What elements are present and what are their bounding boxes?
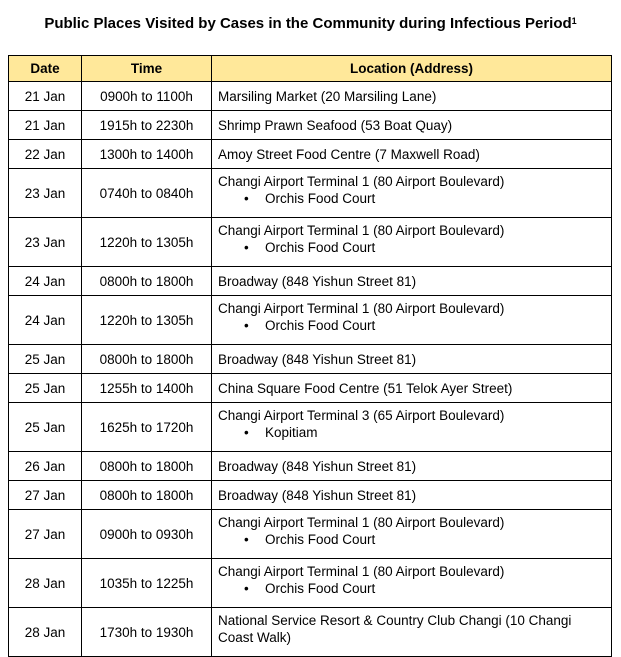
title-text: Public Places Visited by Cases in the Community during Infectious Period: [44, 15, 572, 32]
cell-date: 25 Jan: [9, 403, 82, 452]
page-title: [0, 14, 621, 34]
header-date: Date: [9, 56, 82, 82]
location-address: Changi Airport Terminal 1 (80 Airport Boulevard): [218, 515, 505, 530]
location-address: National Service Resort & Country Club Changi (10 Changi Coast Walk): [218, 613, 572, 645]
cell-time: 0800h to 1800h: [82, 481, 212, 510]
cell-time: 0740h to 0840h: [82, 169, 212, 218]
cell-time: 1300h to 1400h: [82, 140, 212, 169]
cell-location: [212, 608, 612, 657]
location-address: Changi Airport Terminal 1 (80 Airport Boulevard): [218, 174, 505, 189]
location-address: Changi Airport Terminal 1 (80 Airport Boulevard): [218, 301, 505, 316]
cell-location: [212, 140, 612, 169]
cell-time: 1730h to 1930h: [82, 608, 212, 657]
table-row: [9, 559, 612, 608]
cell-location: [212, 481, 612, 510]
table-row: [9, 403, 612, 452]
cell-location: [212, 267, 612, 296]
cell-date: 25 Jan: [9, 345, 82, 374]
places-table: [8, 55, 612, 657]
cell-location: [212, 559, 612, 608]
cell-date: 22 Jan: [9, 140, 82, 169]
location-address: Shrimp Prawn Seafood (53 Boat Quay): [218, 117, 453, 133]
cell-date: 21 Jan: [9, 111, 82, 140]
cell-date: 27 Jan: [9, 510, 82, 559]
location-address: Marsiling Market (20 Marsiling Lane): [218, 88, 437, 104]
location-address: China Square Food Centre (51 Telok Ayer Street): [218, 380, 513, 396]
bullet-icon: •: [244, 240, 249, 255]
cell-time: 1035h to 1225h: [82, 559, 212, 608]
location-address: Broadway (848 Yishun Street 81): [218, 487, 417, 503]
cell-date: 25 Jan: [9, 374, 82, 403]
table-row: [9, 452, 612, 481]
cell-time: 1220h to 1305h: [82, 296, 212, 345]
cell-time: 0800h to 1800h: [82, 452, 212, 481]
cell-date: 23 Jan: [9, 218, 82, 267]
sub-item-label: Kopitiam: [265, 425, 318, 440]
bullet-icon: •: [244, 581, 249, 596]
location-sub-item: [218, 317, 607, 334]
table-row: [9, 608, 612, 657]
table-row: [9, 82, 612, 111]
cell-location: [212, 111, 612, 140]
location-sub-item: [218, 531, 607, 548]
cell-date: 24 Jan: [9, 267, 82, 296]
table-row: [9, 169, 612, 218]
bullet-icon: •: [244, 425, 249, 440]
cell-date: 23 Jan: [9, 169, 82, 218]
cell-date: 24 Jan: [9, 296, 82, 345]
sub-item-label: Orchis Food Court: [265, 532, 376, 547]
title-footnote-marker: 1: [571, 16, 577, 26]
table-body: [9, 82, 612, 657]
table-row: [9, 345, 612, 374]
location-address: Changi Airport Terminal 3 (65 Airport Boulevard): [218, 408, 505, 423]
cell-date: 26 Jan: [9, 452, 82, 481]
cell-time: 1255h to 1400h: [82, 374, 212, 403]
location-address: Amoy Street Food Centre (7 Maxwell Road): [218, 146, 480, 162]
cell-location: [212, 403, 612, 452]
cell-time: 1915h to 2230h: [82, 111, 212, 140]
location-address: Broadway (848 Yishun Street 81): [218, 458, 417, 474]
cell-location: [212, 82, 612, 111]
table-row: [9, 267, 612, 296]
cell-location: [212, 169, 612, 218]
cell-time: 0900h to 1100h: [82, 82, 212, 111]
table-row: [9, 140, 612, 169]
sub-item-label: Orchis Food Court: [265, 318, 376, 333]
cell-time: 0800h to 1800h: [82, 267, 212, 296]
sub-item-label: Orchis Food Court: [265, 581, 376, 596]
bullet-icon: •: [244, 191, 249, 206]
table-row: [9, 481, 612, 510]
bullet-icon: •: [244, 318, 249, 333]
cell-location: [212, 510, 612, 559]
header-location: Location (Address): [212, 56, 612, 82]
cell-date: 27 Jan: [9, 481, 82, 510]
table-row: [9, 218, 612, 267]
cell-location: [212, 218, 612, 267]
bullet-icon: •: [244, 532, 249, 547]
cell-date: 28 Jan: [9, 559, 82, 608]
cell-location: [212, 345, 612, 374]
sub-item-label: Orchis Food Court: [265, 191, 376, 206]
cell-location: [212, 452, 612, 481]
sub-item-label: Orchis Food Court: [265, 240, 376, 255]
table-header-row: [9, 56, 612, 82]
cell-location: [212, 296, 612, 345]
table-row: [9, 510, 612, 559]
cell-date: 28 Jan: [9, 608, 82, 657]
table-row: [9, 296, 612, 345]
cell-time: 1220h to 1305h: [82, 218, 212, 267]
cell-date: 21 Jan: [9, 82, 82, 111]
location-sub-item: [218, 580, 607, 597]
header-time: Time: [82, 56, 212, 82]
location-sub-item: [218, 424, 607, 441]
table-row: [9, 374, 612, 403]
location-sub-item: [218, 239, 607, 256]
cell-time: 1625h to 1720h: [82, 403, 212, 452]
location-address: Changi Airport Terminal 1 (80 Airport Boulevard): [218, 223, 505, 238]
location-address: Broadway (848 Yishun Street 81): [218, 351, 417, 367]
table-row: [9, 111, 612, 140]
cell-time: 0900h to 0930h: [82, 510, 212, 559]
location-sub-item: [218, 190, 607, 207]
location-address: Changi Airport Terminal 1 (80 Airport Boulevard): [218, 564, 505, 579]
cell-time: 0800h to 1800h: [82, 345, 212, 374]
cell-location: [212, 374, 612, 403]
location-address: Broadway (848 Yishun Street 81): [218, 273, 417, 289]
